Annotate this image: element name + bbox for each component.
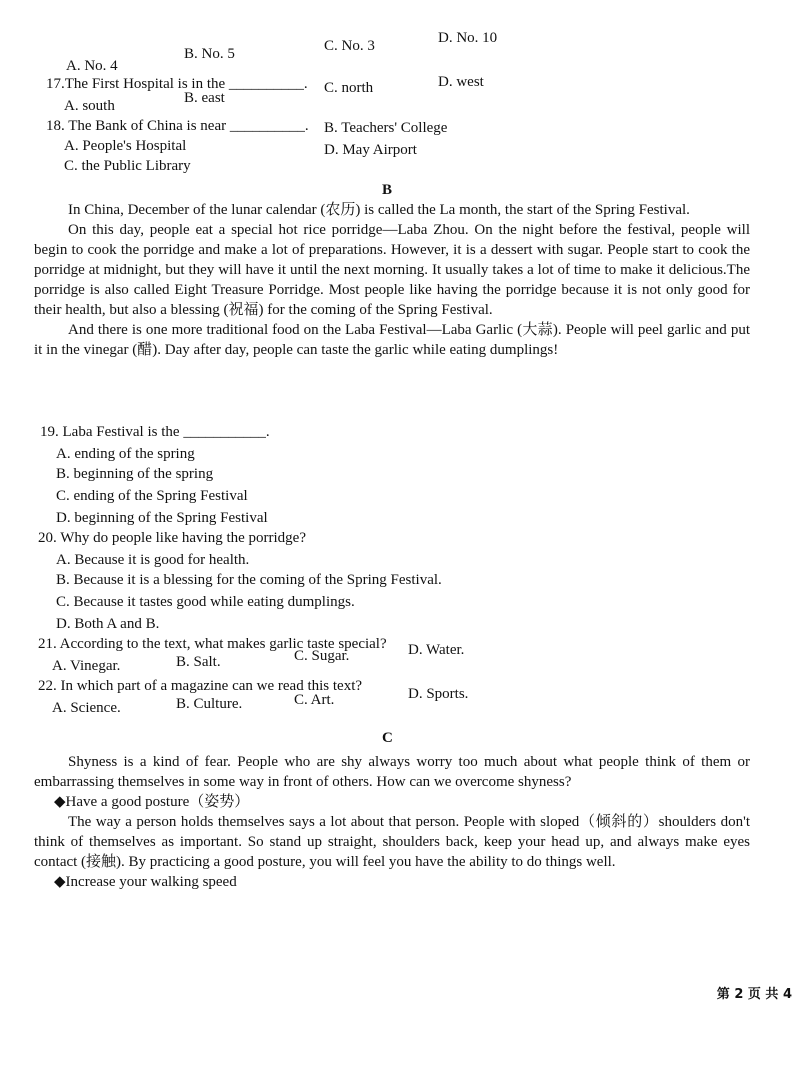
page-number: 第 2 页 共 4 xyxy=(716,987,792,1002)
section-b-paragraph-3: And there is one more traditional food on the Laba Festival—Laba Garlic (大蒜). People will peel garlic and put it in the vinegar (醋). Day after day, people can taste the garlic while eating dumplings! xyxy=(34,322,750,358)
tip-posture-heading: ◆Have a good posture（姿势） xyxy=(54,794,250,810)
q19-option-d: D. beginning of the Spring Festival xyxy=(56,510,268,526)
section-b-title: B xyxy=(382,182,393,198)
q20-stem: 20. Why do people like having the porridge? xyxy=(38,530,306,546)
q17-stem: 17.The First Hospital is in the __________. xyxy=(46,76,308,92)
section-b-paragraph-2: On this day, people eat a special hot rice porridge—Laba Zhou. On the night before the festival, people will begin to cook the porridge and make a lot of preparations. However, it is a dessert with sugar. People start to cook the porridge at midnight, but they will have it until the next morning. It usually takes a lot of time to make it delicious.The porridge is also called Eight Treasure Porridge. Most people like having the porridge because it is not only good for their health, but also a blessing (祝福) for the coming of the Spring Festival. xyxy=(34,222,750,318)
q16-option-b: B. No. 5 xyxy=(184,46,235,62)
q17-option-c: C. north xyxy=(324,80,374,96)
q19-option-c: C. ending of the Spring Festival xyxy=(56,488,248,504)
q18-option-d: D. May Airport xyxy=(324,142,417,158)
q20-option-c: C. Because it tastes good while eating dumplings. xyxy=(56,594,355,610)
q19-option-b: B. beginning of the spring xyxy=(56,466,214,482)
section-c-passage xyxy=(34,752,750,892)
q22-option-a: A. Science. xyxy=(52,700,121,716)
q19-option-a: A. ending of the spring xyxy=(56,446,195,462)
section-b-paragraph-1: In China, December of the lunar calendar (农历) is called the La month, the start of the Spring Festival. xyxy=(68,202,690,218)
q18-stem: 18. The Bank of China is near __________. xyxy=(46,118,309,134)
q22-option-c: C. Art. xyxy=(294,692,335,708)
q20-option-b: B. Because it is a blessing for the coming of the Spring Festival. xyxy=(56,572,442,588)
q18-option-c: C. the Public Library xyxy=(64,158,191,174)
q21-option-a: A. Vinegar. xyxy=(52,658,121,674)
section-c-intro: Shyness is a kind of fear. People who are shy always worry too much about what people think of them or embarrassing themselves in some way in front of others. How can we overcome shyness? xyxy=(34,754,750,790)
q22-stem: 22. In which part of a magazine can we read this text? xyxy=(38,678,363,694)
q16-option-d: D. No. 10 xyxy=(438,30,498,46)
q22-option-d: D. Sports. xyxy=(408,686,469,702)
q17-option-a: A. south xyxy=(64,98,115,114)
q16-option-a: A. No. 4 xyxy=(66,58,118,74)
q20-option-a: A. Because it is good for health. xyxy=(56,552,250,568)
tip-posture-body: The way a person holds themselves says a lot about that person. People with sloped（倾斜的）shoulders don't think of themselves as important. So stand up straight, shoulders back, keep your head up, and always make eyes contact (接触). By practicing a good posture, you will feel you have the ability to do things well. xyxy=(34,814,750,870)
q21-stem: 21. According to the text, what makes garlic taste special? xyxy=(38,636,387,652)
q22-option-b: B. Culture. xyxy=(176,696,243,712)
section-c-title: C xyxy=(382,730,393,746)
tip-walking-heading: ◆Increase your walking speed xyxy=(54,874,237,890)
q17-option-b: B. east xyxy=(184,90,225,106)
q16-option-c: C. No. 3 xyxy=(324,38,375,54)
q21-option-b: B. Salt. xyxy=(176,654,221,670)
q18-option-b: B. Teachers' College xyxy=(324,120,448,136)
q20-option-d: D. Both A and B. xyxy=(56,616,160,632)
q18-option-a: A. People's Hospital xyxy=(64,138,187,154)
q17-option-d: D. west xyxy=(438,74,484,90)
q19-stem: 19. Laba Festival is the ___________. xyxy=(40,424,270,440)
q21-option-c: C. Sugar. xyxy=(294,648,350,664)
q21-option-d: D. Water. xyxy=(408,642,465,658)
section-b-passage xyxy=(34,200,750,360)
